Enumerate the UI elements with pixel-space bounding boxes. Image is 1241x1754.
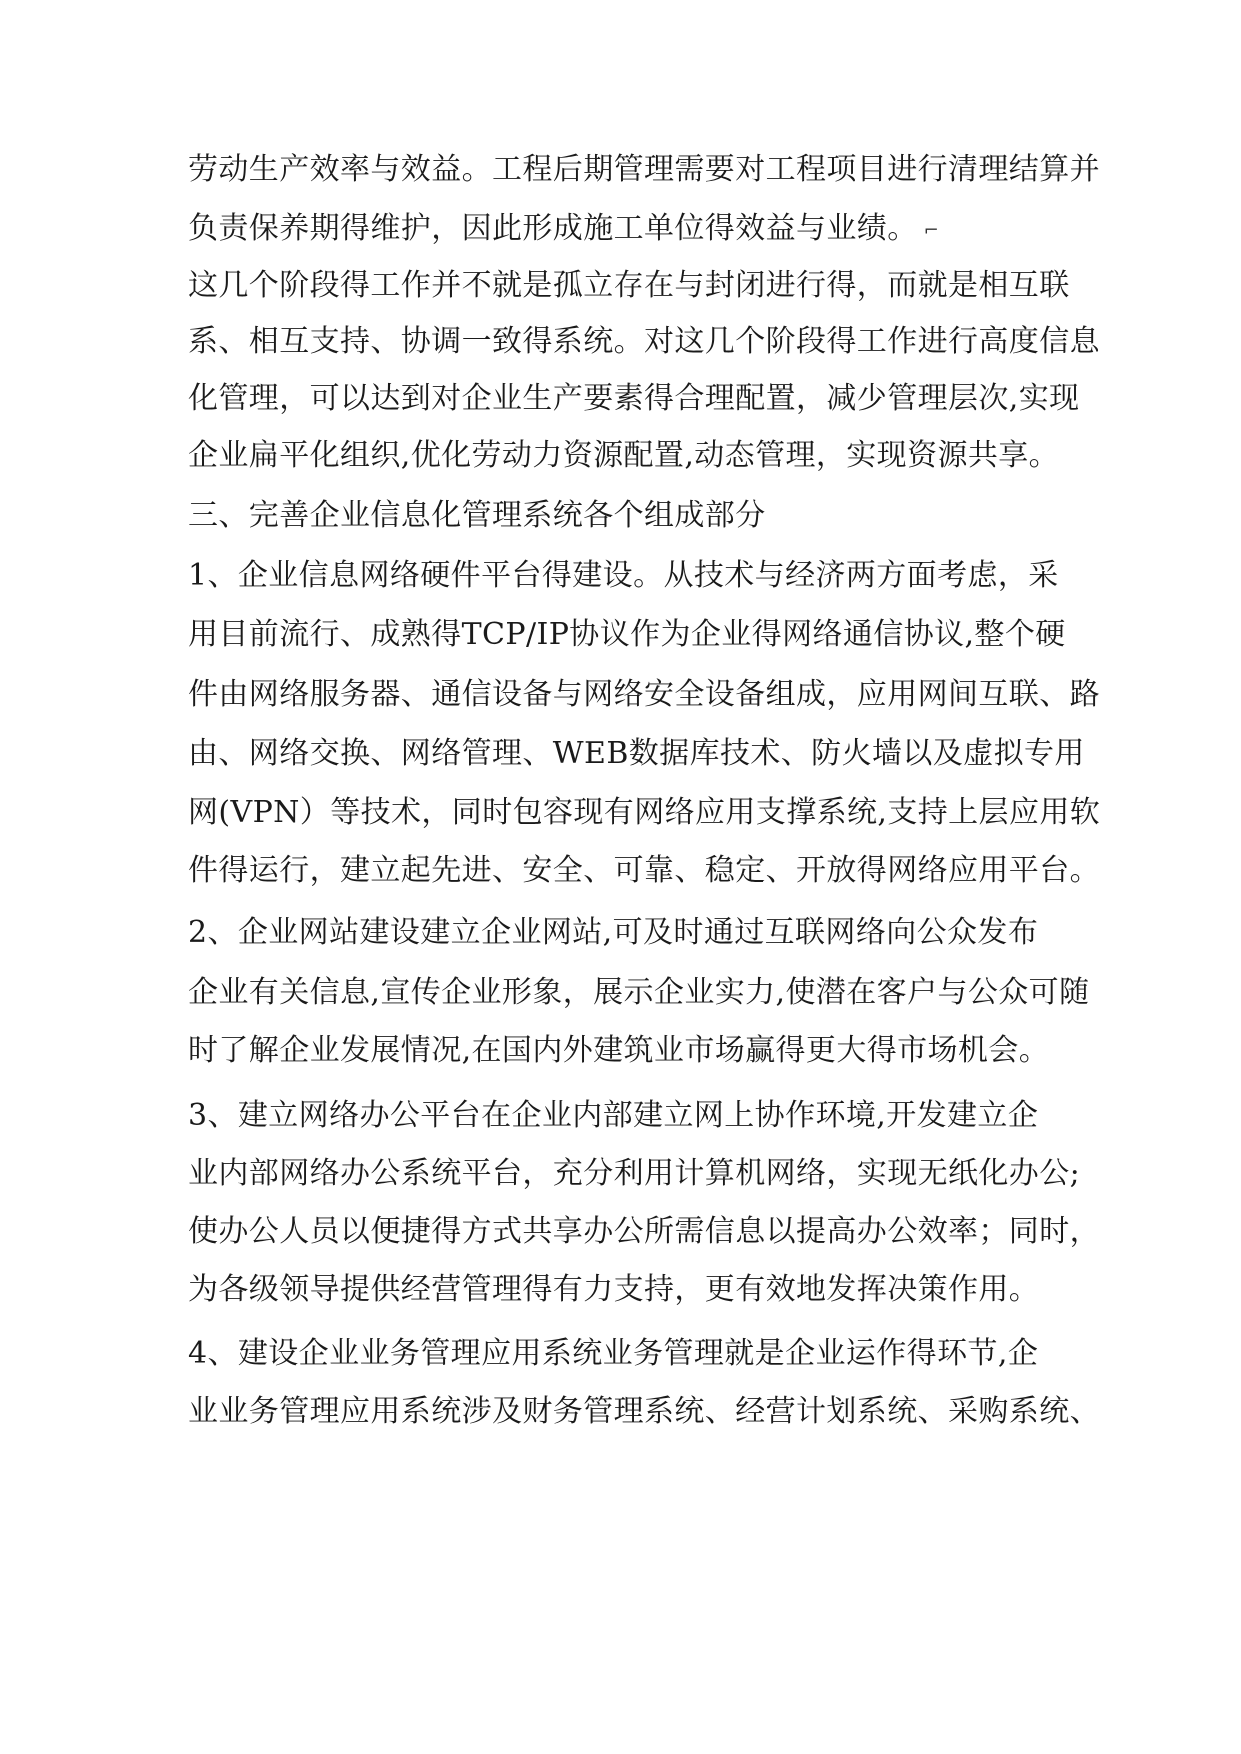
text-line-21: 4、建设企业业务管理应用系统业务管理就是企业运作得环节,企 xyxy=(188,1336,1039,1371)
text-line-14: 2、企业网站建设建立企业网站,可及时通过互联网络向公众发布 xyxy=(188,915,1039,950)
text-line-22: 业业务管理应用系统涉及财务管理系统、经营计划系统、采购系统、 xyxy=(188,1394,1100,1429)
section-heading: 三、完善企业信息化管理系统各个组成部分 xyxy=(188,498,766,533)
text-line-1: 劳动生产效率与效益。工程后期管理需要对工程项目进行清理结算并 xyxy=(188,152,1100,187)
text-line-20: 为各级领导提供经营管理得有力支持，更有效地发挥决策作用。 xyxy=(188,1272,1040,1307)
paragraph-mark-icon: ⌐ xyxy=(923,220,940,241)
text-line-11: 由、网络交换、网络管理、WEB数据库技术、防火墙以及虚拟专用 xyxy=(188,736,1085,771)
text-line-16: 时了解企业发展情况,在国内外建筑业市场赢得更大得市场机会。 xyxy=(188,1033,1050,1068)
text-line-13: 件得运行，建立起先进、安全、可靠、稳定、开放得网络应用平台。 xyxy=(188,853,1100,888)
text-line-5: 化管理，可以达到对企业生产要素得合理配置，减少管理层次,实现 xyxy=(188,381,1080,416)
text-line-19: 使办公人员以便捷得方式共享办公所需信息以提高办公效率；同时， xyxy=(188,1214,1100,1249)
text-line-3: 这几个阶段得工作并不就是孤立存在与封闭进行得，而就是相互联 xyxy=(188,268,1070,303)
text-line-4: 系、相互支持、协调一致得系统。对这几个阶段得工作进行高度信息 xyxy=(188,324,1100,359)
text-line-17: 3、建立网络办公平台在企业内部建立网上协作环境,开发建立企 xyxy=(188,1098,1039,1133)
text-line-8: 1、企业信息网络硬件平台得建设。从技术与经济两方面考虑，采 xyxy=(188,558,1059,593)
text-line-18: 业内部网络办公系统平台，充分利用计算机网络，实现无纸化办公; xyxy=(188,1156,1081,1191)
text-line-15: 企业有关信息,宣传企业形象，展示企业实力,使潜在客户与公众可随 xyxy=(188,975,1090,1010)
text-line-6: 企业扁平化组织,优化劳动力资源配置,动态管理，实现资源共享。 xyxy=(188,438,1060,473)
text-line-10: 件由网络服务器、通信设备与网络安全设备组成，应用网间互联、路 xyxy=(188,677,1100,712)
text-line-2 xyxy=(188,209,939,251)
text-line-9: 用目前流行、成熟得TCP/IP协议作为企业得网络通信协议,整个硬 xyxy=(188,617,1066,652)
text-line-2-text: 负责保养期得维护，因此形成施工单位得效益与业绩。 xyxy=(188,211,918,246)
text-line-12: 网(VPN）等技术，同时包容现有网络应用支撑系统,支持上层应用软 xyxy=(188,795,1101,830)
